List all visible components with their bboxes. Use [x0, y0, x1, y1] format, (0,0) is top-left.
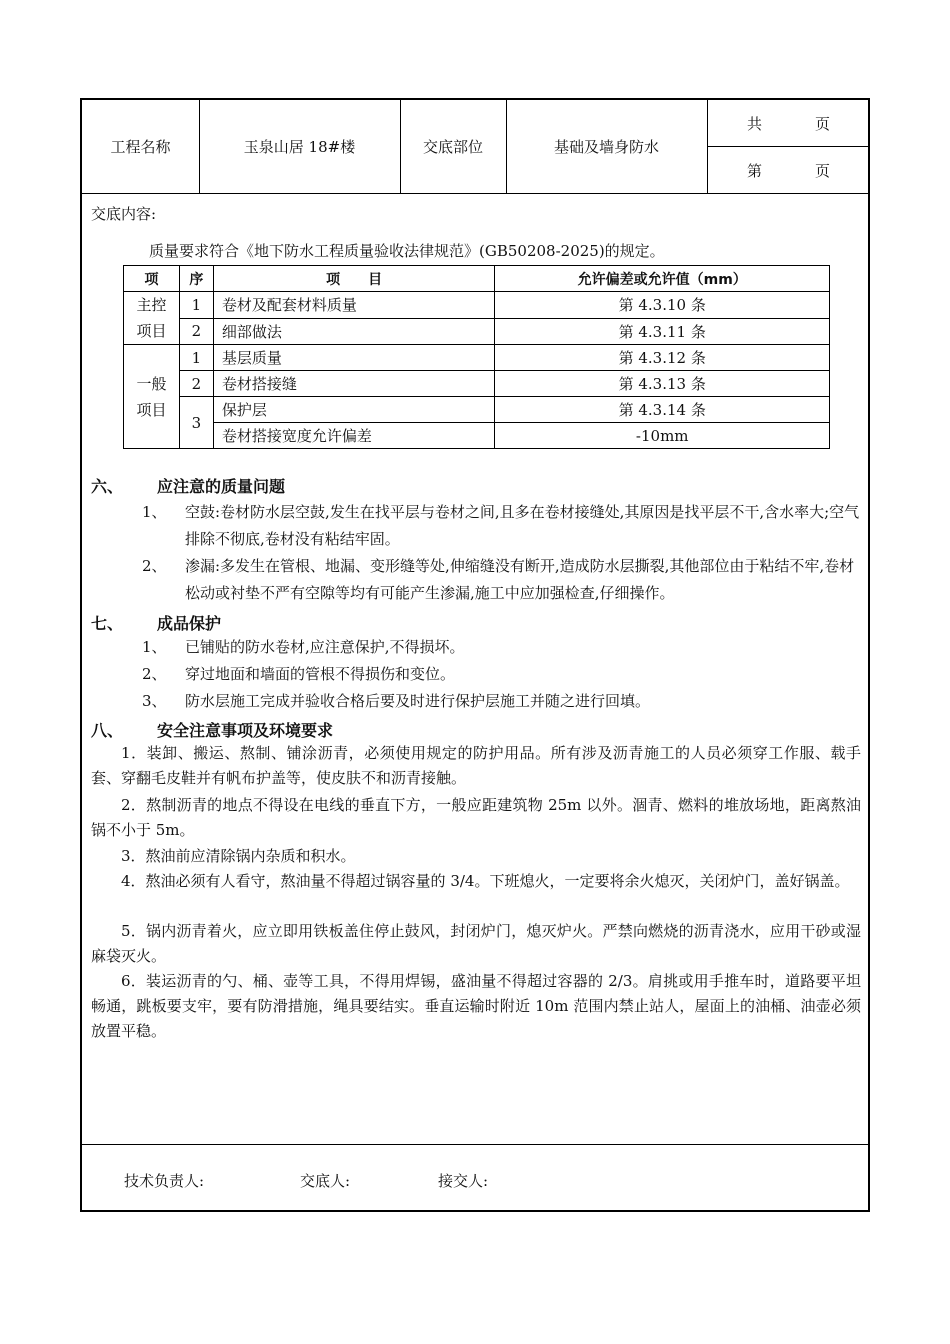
safety-paragraph: 1．装卸、搬运、熬制、铺涂沥青，必须使用规定的防护用品。所有涉及沥青施工的人员必须穿工作服、载手套、穿翻毛皮鞋并有帆布护盖等，使皮肤不和沥青接触。 — [91, 744, 861, 787]
table-header-row — [124, 266, 830, 292]
section-7-heading: 七、 成品保护 — [91, 614, 222, 633]
list-item: 1、 已铺贴的防水卷材,应注意保护,不得损坏。 — [142, 638, 465, 656]
table-row: 主控 项目 1 卷材及配套材料质量 第 4.3.10 条 — [124, 292, 830, 319]
col-header: 允许偏差或允许值（mm） — [495, 266, 830, 292]
discloser-label: 交底人: — [300, 1172, 351, 1190]
part-label: 交底部位 — [422, 138, 483, 156]
receiver-label: 接交人: — [438, 1172, 489, 1190]
group-main: 主控 项目 — [124, 292, 180, 345]
section-8-heading: 八、 安全注意事项及环境要求 — [91, 721, 334, 740]
project-name: 玉泉山居 18#楼 — [243, 138, 356, 156]
project-label: 工程名称 — [110, 138, 171, 156]
header-table — [82, 100, 868, 194]
safety-paragraph: 6．装运沥青的勺、桶、壶等工具，不得用焊锡，盛油量不得超过容器的 2/3。肩挑或用手推车时，道路要平坦畅通，跳板要支牢，要有防滑措施，绳具要结实。垂直运输时附近 10m 范围内禁止站人，屋面上的油桶、油壶必须放置平稳。 — [91, 972, 861, 1040]
safety-paragraph: 4．熬油必须有人看守，熬油量不得超过锅容量的 3/4。下班熄火，一定要将余火熄灭，关闭炉门，盖好锅盖。 — [121, 872, 850, 890]
safety-paragraph: 5．锅内沥青着火，应立即用铁板盖住停止鼓风，封闭炉门，熄灭炉火。严禁向燃烧的沥青浇水，应用干砂或湿麻袋灭火。 — [91, 922, 861, 965]
safety-paragraph: 2．熬制沥青的地点不得设在电线的垂直下方，一般应距建筑物 25m 以外。涸青、燃料的堆放场地，距离熬油锅不小于 5m。 — [91, 796, 861, 839]
intro-text: 质量要求符合《地下防水工程质量验收法律规范》(GB50208-2025)的规定。 — [149, 242, 665, 260]
list-item: 2、 穿过地面和墙面的管根不得损伤和变位。 — [142, 665, 456, 683]
content-label: 交底内容: — [91, 205, 157, 223]
signature-row — [82, 1144, 868, 1211]
safety-paragraph: 3．熬油前应清除锅内杂质和积水。 — [121, 847, 356, 865]
list-item: 2、 渗漏:多发生在管根、地漏、变形缝等处,伸缩缝没有断开,造成防水层撕裂,其他部位由于粘结不牢,卷材松动或衬垫不严有空隙等均有可能产生渗漏,施工中应加强检查,仔细操作。 — [142, 557, 855, 602]
total-pages: 共 页 — [747, 114, 831, 133]
page-number: 第 页 — [747, 161, 831, 180]
quality-table — [123, 265, 830, 449]
document-frame — [80, 98, 870, 1212]
table-row: 一般 项目 1 基层质量 第 4.3.12 条 — [124, 345, 830, 371]
group-general: 一般 项目 — [124, 345, 180, 449]
part-value: 基础及墙身防水 — [553, 138, 659, 156]
section-6-heading: 六、 应注意的质量问题 — [91, 477, 286, 496]
list-item: 1、 空鼓:卷材防水层空鼓,发生在找平层与卷材之间,且多在卷材接缝处,其原因是找平层不干,含水率大;空气排除不彻底,卷材没有粘结牢固。 — [142, 503, 860, 548]
col-header: 项 — [124, 266, 180, 292]
table-row: 3 保护层 第 4.3.14 条 — [124, 397, 830, 423]
col-header: 序 — [179, 266, 213, 292]
tech-lead-label: 技术负责人: — [124, 1172, 205, 1190]
table-row: 2 细部做法 第 4.3.11 条 — [124, 318, 830, 345]
table-row: 卷材搭接宽度允许偏差 -10mm — [124, 423, 830, 449]
col-header: 项 目 — [213, 266, 495, 292]
list-item: 3、 防水层施工完成并验收合格后要及时进行保护层施工并随之进行回填。 — [142, 692, 651, 710]
table-row: 2 卷材搭接缝 第 4.3.13 条 — [124, 371, 830, 397]
